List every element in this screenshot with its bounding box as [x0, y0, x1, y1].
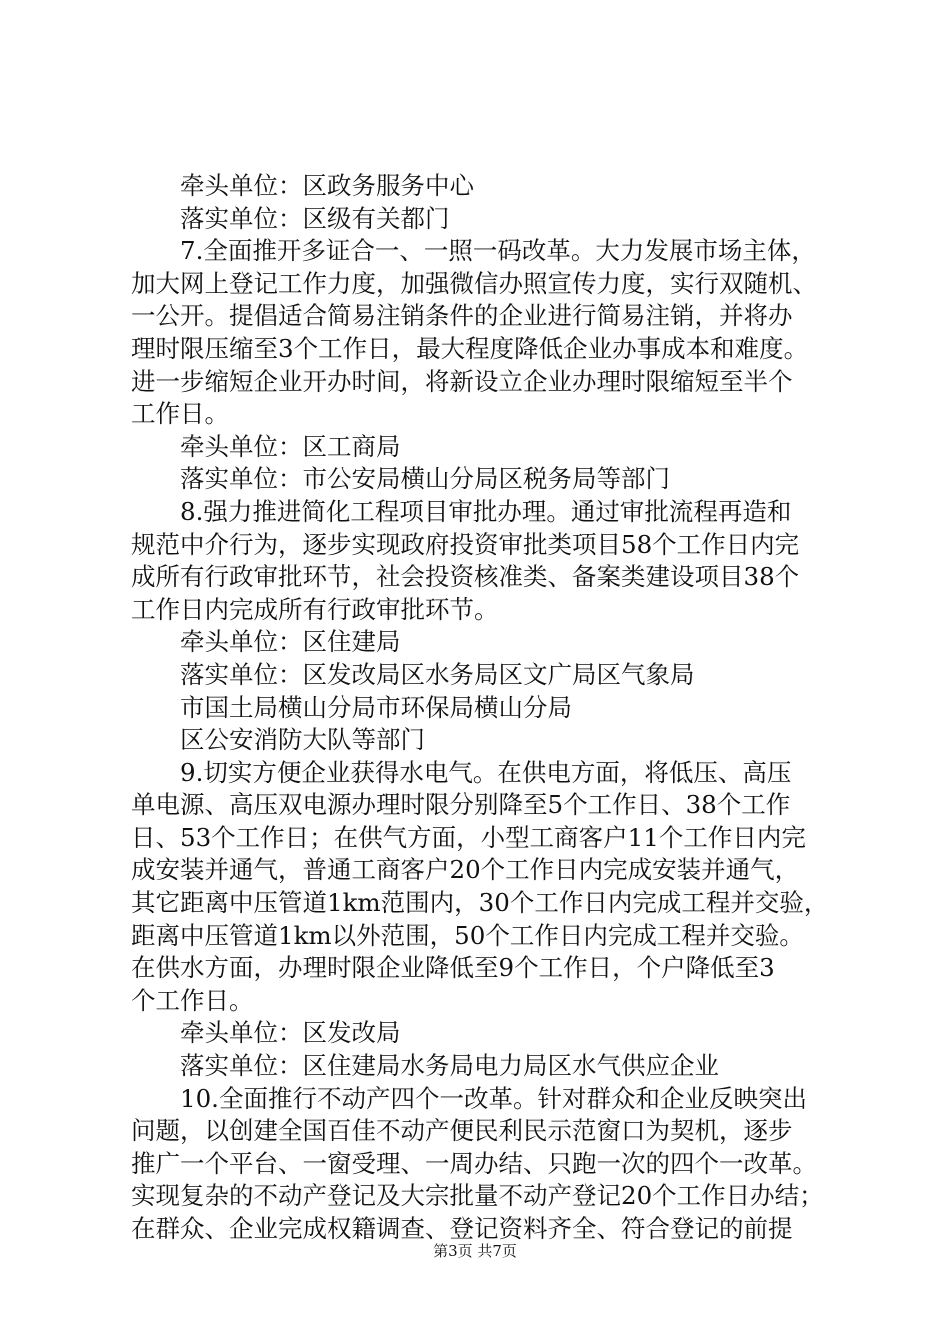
text-line: 一公开。提倡适合简易注销条件的企业进行简易注销，并将办 [131, 301, 793, 331]
text-line: 日、53个工作日；在供气方面，小型工商客户11个工作日内完 [131, 822, 806, 852]
text-line: 落实单位：区发改局区水务局区文广局区气象局 [180, 659, 695, 689]
text-line: 理时限压缩至3个工作日，最大程度降低企业办事成本和难度。 [131, 333, 809, 363]
text-line: 实现复杂的不动产登记及大宗批量不动产登记20个工作日办结； [131, 1181, 824, 1211]
text-line: 落实单位：市公安局横山分局区税务局等部门 [180, 464, 670, 494]
text-line: 问题，以创建全国百佳不动产便民利民示范窗口为契机，逐步 [131, 1116, 793, 1146]
text-line: 规范中介行为，逐步实现政府投资审批类项目58个工作日内完 [131, 529, 800, 559]
text-line: 9.切实方便企业获得水电气。在供电方面，将低压、高压 [180, 757, 792, 787]
text-line: 成安装并通气，普通工商客户20个工作日内完成安装并通气， [131, 855, 800, 885]
text-line: 8.强力推进简化工程项目审批办理。通过审批流程再造和 [180, 496, 792, 526]
text-line: 加大网上登记工作力度，加强微信办照宣传力度，实行双随机、 [131, 268, 817, 298]
text-line: 牵头单位：区发改局 [180, 1018, 401, 1048]
text-line: 在供水方面，办理时限企业降低至9个工作日，个户降低至3 [131, 953, 775, 983]
text-line: 进一步缩短企业开办时间，将新设立企业办理时限缩短至半个 [131, 366, 793, 396]
document-body [131, 170, 831, 1246]
text-line: 其它距离中压管道1km范围内，30个工作日内完成工程并交验， [131, 888, 829, 918]
text-line: 在群众、企业完成权籍调查、登记资料齐全、符合登记的前提 [131, 1214, 793, 1243]
text-line: 推广一个平台、一窗受理、一周办结、只跑一次的四个一改革。 [131, 1148, 817, 1178]
text-line: 牵头单位：区政务服务中心 [180, 171, 474, 200]
text-line: 工作日内完成所有行政审批环节。 [131, 594, 499, 624]
text-line: 单电源、高压双电源办理时限分别降至5个工作日、38个工作 [131, 790, 791, 820]
text-line: 个工作日。 [131, 985, 254, 1015]
text-line: 工作日。 [131, 399, 229, 429]
text-line: 落实单位：区住建局水务局电力局区水气供应企业 [180, 1051, 719, 1081]
page-footer: 第3页 共7页 [433, 1242, 517, 1260]
text-line: 区公安消防大队等部门 [180, 725, 425, 755]
text-line: 10.全面推行不动产四个一改革。针对群众和企业反映突出 [180, 1083, 807, 1113]
text-line: 市国土局横山分局市环保局横山分局 [180, 692, 572, 722]
text-line: 牵头单位：区住建局 [180, 627, 401, 657]
text-line: 落实单位：区级有关都门 [180, 203, 450, 233]
text-line: 7.全面推开多证合一、一照一码改革。大力发展市场主体， [180, 236, 816, 266]
text-line: 距离中压管道1km以外范围，50个工作日内完成工程并交验。 [131, 920, 804, 950]
text-line: 牵头单位：区工商局 [180, 431, 401, 461]
text-line: 成所有行政审批环节，社会投资核准类、备案类建设项目38个 [131, 562, 800, 592]
